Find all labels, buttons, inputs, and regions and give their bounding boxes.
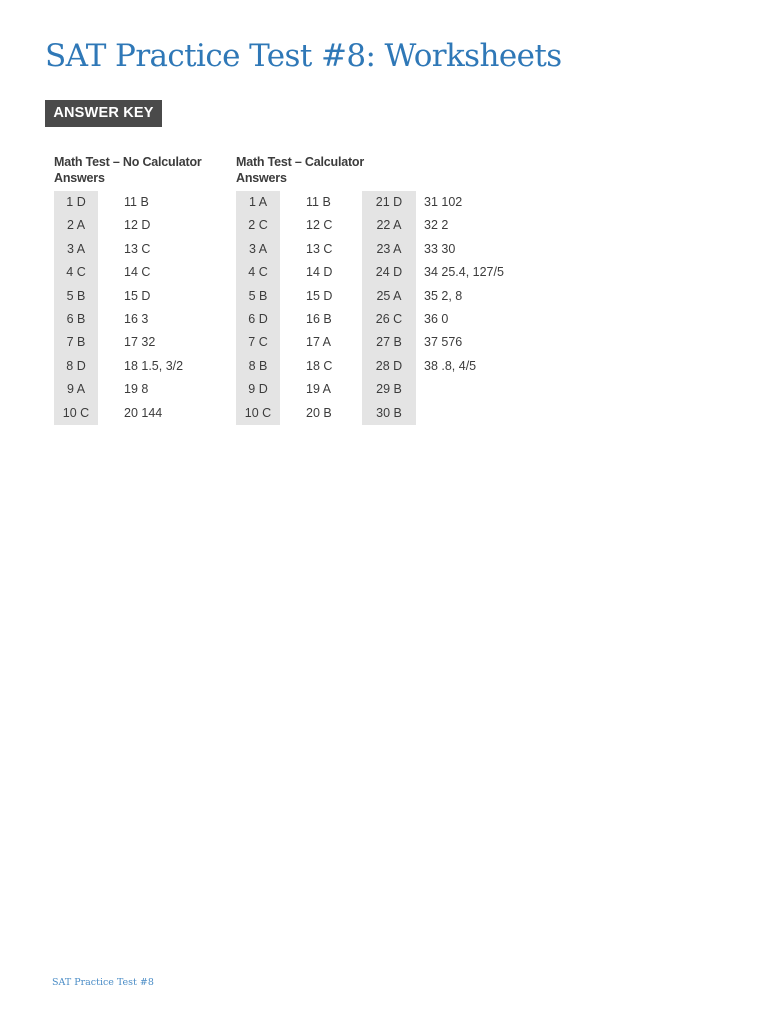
answer-item: 15 D [124,288,151,303]
answer-item: 18 1.5, 3/2 [124,358,184,373]
answer-item: 21 D [375,195,403,209]
answer-item: 11 B [306,195,331,209]
answer-item: 37 576 [424,335,463,350]
answer-item: 13 C [306,241,333,256]
no-calculator-heading-line1: Math Test – No Calculator [54,155,202,169]
answer-item: 20 144 [124,405,163,420]
answer-item: 19 A [306,382,332,397]
answer-item: 31 102 [424,195,463,209]
answer-item: 8 D [66,358,86,373]
calculator-answers-1-10 [236,191,280,425]
answer-item: 8 B [248,358,268,373]
calculator-answers-21-30 [362,191,416,425]
answer-item: 3 A [248,241,268,256]
answer-item: 13 C [124,241,151,256]
answer-item: 2 A [66,218,86,233]
answer-item: 29 B [376,382,402,397]
answer-item: 4 C [66,265,86,280]
answer-item: 12 D [124,218,151,233]
answer-item: 3 A [66,241,86,256]
answer-item: 24 D [375,265,403,280]
answer-item: 28 D [375,358,403,373]
page-title: SAT Practice Test #8: Worksheets [45,38,562,74]
answer-item: 10 C [244,405,272,420]
answer-item: 22 A [376,218,402,233]
answer-item: 16 3 [124,311,149,326]
answer-item: 9 D [248,382,268,397]
answer-item: 7 C [248,335,268,350]
answer-item: 15 D [306,288,333,303]
answer-key-label: ANSWER KEY [45,100,162,127]
answer-item: 33 30 [424,241,456,256]
answer-item: 25 A [376,288,402,303]
answer-item: 18 C [306,358,333,373]
no-calculator-answers-1-10 [54,191,98,425]
answer-item: 17 A [306,335,332,350]
answer-item: 32 2 [424,218,449,233]
answer-item: 19 8 [124,382,149,397]
answer-item: 1 D [66,195,86,209]
no-calculator-heading [54,154,202,186]
answer-item: 9 A [66,382,86,397]
answer-item: 2 C [248,218,268,233]
answer-item: 7 B [66,335,86,350]
answer-item: 5 B [248,288,268,303]
answer-item: 30 B [376,405,402,420]
calculator-heading [236,154,364,186]
answer-item: 20 B [306,405,332,420]
answer-item: 35 2, 8 [424,288,463,303]
answer-item: 5 B [66,288,86,303]
answer-item: 23 A [376,241,402,256]
answer-item: 38 .8, 4/5 [424,358,477,373]
answer-item: 1 A [248,195,268,209]
answer-item: 17 32 [124,335,156,350]
answer-item: 34 25.4, 127/5 [424,265,504,280]
answer-item: 26 C [375,311,403,326]
answer-item: 4 C [248,265,268,280]
answer-item: 14 D [306,265,333,280]
answer-item: 36 0 [424,311,449,326]
answer-item: 10 C [62,405,90,420]
calculator-answers-31-38 [424,191,544,378]
calculator-heading-line1: Math Test – Calculator [236,155,365,169]
answer-item: 6 D [248,311,268,326]
calculator-heading-line2: Answers [236,171,287,185]
no-calculator-answers-11-20 [124,191,214,425]
answer-item: 11 B [124,195,149,209]
calculator-answers-11-20 [306,191,356,425]
answer-item: 16 B [306,311,332,326]
answer-item: 14 C [124,265,151,280]
answer-item: 27 B [376,335,402,350]
page-footer: SAT Practice Test #8 [52,977,154,988]
answer-item: 12 C [306,218,333,233]
no-calculator-heading-line2: Answers [54,171,105,185]
answer-item: 6 B [66,311,86,326]
